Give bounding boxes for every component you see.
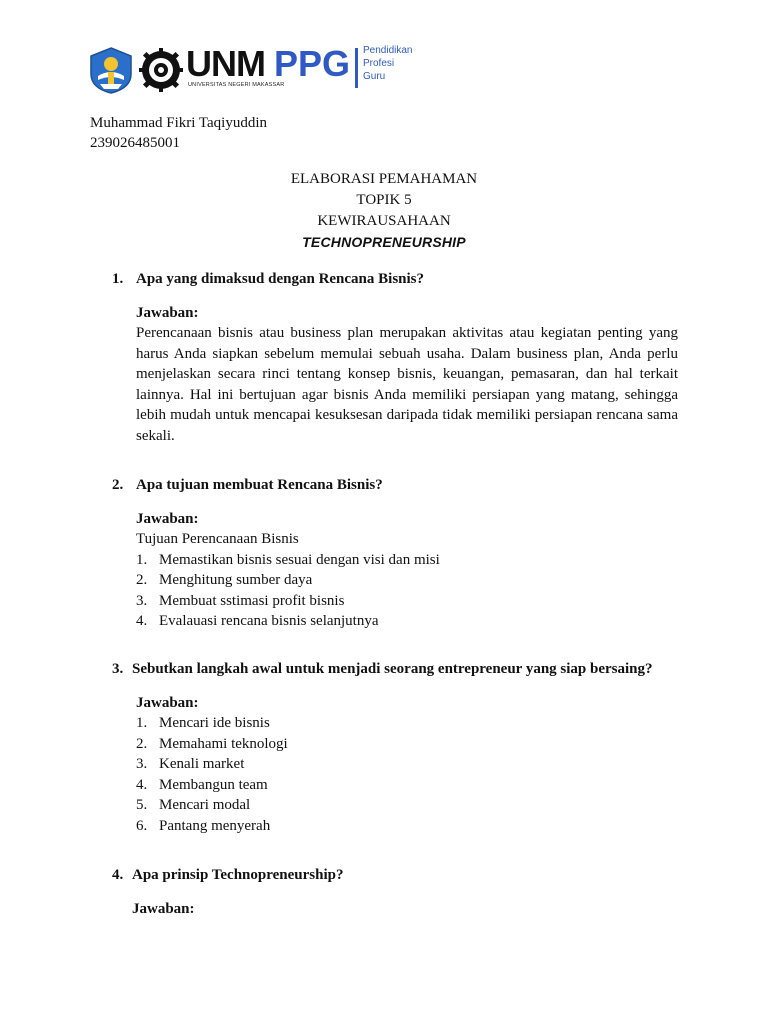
list-item xyxy=(136,550,678,571)
question-3 xyxy=(112,659,678,837)
title-block xyxy=(0,169,768,253)
answer-paragraph: Perencanaan bisnis atau business plan merupakan aktivitas atau kegiatan penting yang harus Anda siapkan sebelum memulai sebuah usaha. Dalam business plan, Anda perlu menjelaskan secara rinci tentang konsep bisnis, keuangan, pemasaran, dan hal terkait lainnya. Hal ini bertujuan agar bisnis Anda memiliki persiapan yang matang, sehingga lebih mudah untuk mencapai kesuksesan daripada tidak memiliki persiapan rencana sama sekali. xyxy=(136,325,678,444)
list-item-number: 2. xyxy=(136,572,148,589)
question-title xyxy=(112,475,678,495)
list-item-text: Pantang menyerah xyxy=(159,817,271,834)
ppg-divider xyxy=(355,48,358,88)
list-item xyxy=(136,713,678,734)
list-item-text: Evalauasi rencana bisnis selanjutnya xyxy=(159,613,379,630)
unm-subtitle: UNIVERSITAS NEGERI MAKASSAR xyxy=(188,82,285,88)
title-line-2: TOPIK 5 xyxy=(356,192,412,208)
list-item xyxy=(136,795,678,816)
list-item-text: Kenali market xyxy=(159,756,245,773)
list-item-number: 3. xyxy=(136,592,148,609)
list-item xyxy=(136,734,678,755)
ppg-desc-line: Profesi xyxy=(363,58,395,69)
question-2 xyxy=(112,475,678,632)
question-number: 1. xyxy=(112,271,124,287)
list-item-number: 3. xyxy=(136,756,148,773)
author-block xyxy=(90,113,267,153)
question-title xyxy=(112,865,678,885)
author-name: Muhammad Fikri Taqiyuddin xyxy=(90,115,267,131)
list-item xyxy=(136,570,678,591)
list-item-text: Menghitung sumber daya xyxy=(159,572,313,589)
list-item-number: 1. xyxy=(136,551,148,568)
list-item-number: 1. xyxy=(136,715,148,731)
ppg-desc-line: Pendidikan xyxy=(363,45,413,56)
question-text: Apa yang dimaksud dengan Rencana Bisnis? xyxy=(136,271,425,287)
answer-label: Jawaban: xyxy=(136,695,199,711)
list-item-text: Membuat sstimasi profit bisnis xyxy=(159,592,345,609)
header-logos xyxy=(88,42,428,98)
question-number: 3. xyxy=(112,661,124,677)
question-text: Apa tujuan membuat Rencana Bisnis? xyxy=(136,477,383,493)
answer-label: Jawaban: xyxy=(136,511,199,527)
unm-wordmark: UNM xyxy=(186,43,265,84)
list-item xyxy=(136,754,678,775)
list-item xyxy=(136,775,678,796)
answer-label: Jawaban: xyxy=(136,305,199,321)
title-line-3: KEWIRAUSAHAAN xyxy=(317,213,451,229)
list-item xyxy=(136,591,678,612)
question-4 xyxy=(112,865,678,919)
question-title xyxy=(112,659,678,679)
title-line-1: ELABORASI PEMAHAMAN xyxy=(290,171,478,187)
answer-list xyxy=(112,550,678,632)
ppg-wordmark: PPG xyxy=(274,43,351,84)
tut-wuri-handayani-logo-icon xyxy=(88,46,134,94)
ppg-desc-line: Guru xyxy=(363,71,386,82)
list-item-number: 4. xyxy=(136,776,148,793)
list-item-text: Mencari modal xyxy=(159,797,251,814)
answer-intro: Tujuan Perencanaan Bisnis xyxy=(136,531,299,547)
question-text: Sebutkan langkah awal untuk menjadi seorang entrepreneur yang siap bersaing? xyxy=(132,661,653,677)
question-text: Apa prinsip Technopreneurship? xyxy=(132,867,344,883)
list-item-text: Membangun team xyxy=(159,776,268,793)
list-item-number: 6. xyxy=(136,817,148,834)
list-item-text: Memahami teknologi xyxy=(159,735,288,752)
list-item xyxy=(136,816,678,837)
ppg-description xyxy=(363,44,412,83)
list-item-number: 2. xyxy=(136,735,148,752)
answer-label: Jawaban: xyxy=(132,901,195,917)
list-item xyxy=(136,611,678,632)
list-item-number: 4. xyxy=(136,613,148,630)
question-number: 2. xyxy=(112,477,124,493)
answer-list xyxy=(112,713,678,837)
list-item-number: 5. xyxy=(136,797,148,814)
list-item-text: Mencari ide bisnis xyxy=(159,715,270,731)
question-1 xyxy=(112,269,678,447)
question-number: 4. xyxy=(112,867,124,883)
title-technopreneurship: TECHNOPRENEURSHIP xyxy=(302,234,466,250)
question-title xyxy=(112,269,678,289)
author-id: 239026485001 xyxy=(90,135,180,151)
unm-emblem-icon xyxy=(138,46,184,94)
list-item-text: Memastikan bisnis sesuai dengan visi dan misi xyxy=(159,551,440,568)
